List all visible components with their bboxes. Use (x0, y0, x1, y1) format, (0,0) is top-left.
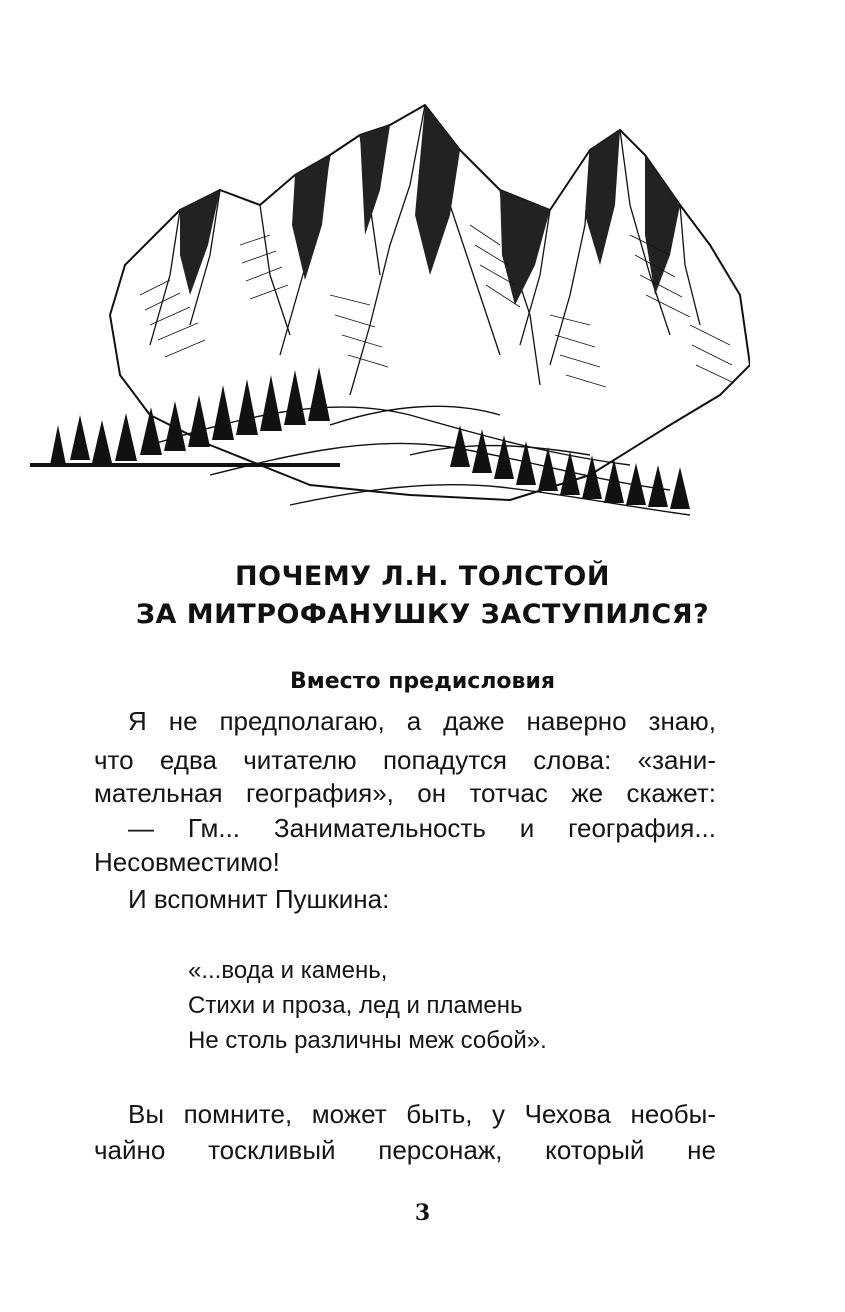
text-line: Вы помните, может быть, у Чехова необы- (128, 1099, 716, 1129)
text-line: мательная география», он тотчас же скажет: (94, 778, 716, 808)
mountain-illustration (30, 95, 750, 535)
chapter-title-line-1: ПОЧЕМУ Л.Н. ТОЛСТОЙ (235, 561, 610, 592)
text-line: Я не предполагаю, а даже наверно знаю, (128, 706, 716, 736)
chapter-subtitle: Вместо предисловия (289, 669, 556, 694)
verse-line: Стихи и проза, лед и пламень (188, 992, 523, 1019)
page-number: 3 (414, 1200, 431, 1226)
verse-line: Не столь различны меж собой». (188, 1027, 547, 1054)
verse-line: «...вода и камень, (188, 957, 388, 984)
text-line: что едва читателю попадутся слова: «зани- (94, 745, 716, 775)
text-line: — Гм... Занимательность и география... (128, 813, 716, 843)
text-line: И вспомнит Пушкина: (128, 884, 390, 914)
text-line: Несовместимо! (94, 847, 280, 877)
chapter-title-line-2: ЗА МИТРОФАНУШКУ ЗАСТУПИЛСЯ? (135, 599, 710, 630)
text-line: чайно тоскливый персонаж, который не (94, 1135, 716, 1165)
